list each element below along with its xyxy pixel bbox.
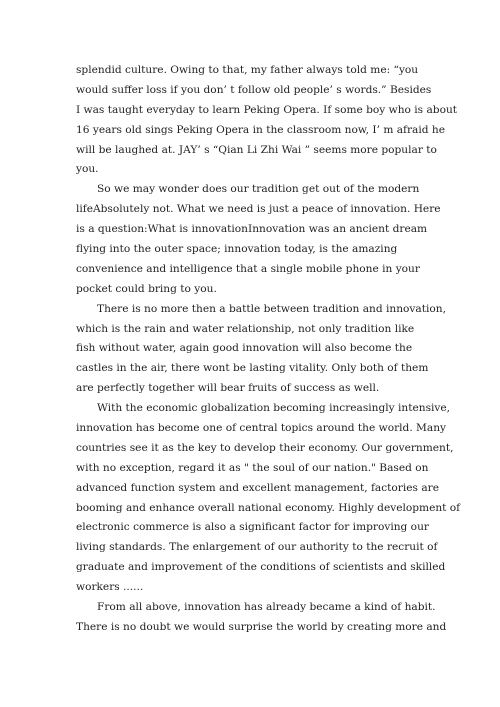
text-line: with no exception, regard it as " the soul of our nation." Based on <box>76 461 429 474</box>
text-line: workers ...... <box>76 581 144 594</box>
document-body <box>76 61 461 638</box>
paragraph-first-line: From all above, innovation has already became a kind of habit. <box>97 601 436 614</box>
text-line: innovation has become one of central topics around the world. Many <box>76 422 447 435</box>
text-line: graduate and improvement of the conditions of scientists and skilled <box>76 561 446 574</box>
text-line: convenience and intelligence that a single mobile phone in your <box>76 262 420 275</box>
text-line: flying into the outer space; innovation today, is the amazing <box>76 243 398 256</box>
text-line: which is the rain and water relationship, not only tradition like <box>76 322 415 335</box>
text-line: are perfectly together will bear fruits of success as well. <box>76 382 380 395</box>
text-line: electronic commerce is also a significant factor for improving our <box>76 521 429 534</box>
text-line: is a question:What is innovationInnovation was an ancient dream <box>76 223 428 236</box>
text-line: booming and enhance overall national economy. Highly development of <box>76 501 461 514</box>
paragraph-first-line: So we may wonder does our tradition get out of the modern <box>97 183 420 196</box>
paragraph-first-line: With the economic globalization becoming increasingly intensive, <box>97 402 451 415</box>
text-line: advanced function system and excellent management, factories are <box>76 481 439 494</box>
text-line: living standards. The enlargement of our authority to the recruit of <box>76 541 438 554</box>
text-line: you. <box>76 163 99 176</box>
text-line: fish without water, again good innovation will also become the <box>76 342 413 355</box>
text-line: There is no doubt we would surprise the world by creating more and <box>76 620 447 633</box>
text-line: lifeAbsolutely not. What we need is just a peace of innovation. Here <box>76 203 441 216</box>
text-line: splendid culture. Owing to that, my father always told me: “you <box>76 64 419 76</box>
text-line: will be laughed at. JAY’ s “Qian Li Zhi Wai ” seems more popular to <box>76 143 437 156</box>
text-line: would suffer loss if you don’ t follow old people’ s words.” Besides <box>76 83 432 96</box>
text-line: I was taught everyday to learn Peking Opera. If some boy who is about <box>76 103 458 116</box>
paragraph-first-line: There is no more then a battle between tradition and innovation, <box>97 302 446 315</box>
text-line: 16 years old sings Peking Opera in the classroom now, I’ m afraid he <box>76 123 445 136</box>
text-line: castles in the air, there wont be lasting vitality. Only both of them <box>76 362 429 375</box>
text-line: countries see it as the key to develop their economy. Our government, <box>76 441 454 454</box>
text-line: pocket could bring to you. <box>76 282 217 295</box>
